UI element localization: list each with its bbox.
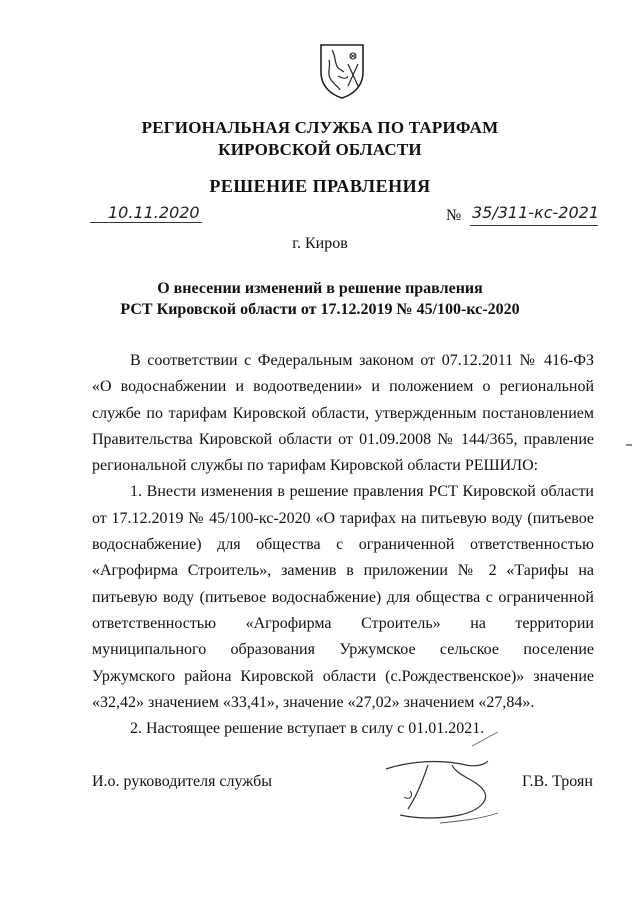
number-sign: № [446,207,462,224]
body-paragraph-preamble: В соответствии с Федеральным законом от 07.12.2011 № 416-ФЗ «О водоснабжении и водоотведении» и положением о региональной службе по тарифам Кировской области, утвержденным постановлением Правительства Кировской области от 01.09.2008 № 144/365, правление региональной службы по тарифам Кировской области РЕШИЛО: [92,352,594,475]
city-label: г. Киров [292,235,348,252]
signatory-title: И.о. руководителя службы [92,773,273,790]
org-name-line1: РЕГИОНАЛЬНАЯ СЛУЖБА ПО ТАРИФАМ [141,118,499,137]
decision-number: 35/311-кс-2021 [472,203,600,222]
decision-body [92,348,594,742]
scan-edge-mark [626,444,632,446]
document-type-title: РЕШЕНИЕ ПРАВЛЕНИЯ [209,176,431,196]
signatory-name: Г.В. Троян [522,773,593,790]
body-paragraph-item-1: 1. Внести изменения в решение правления РСТ Кировской области от 17.12.2019 № 45/100-кс-2020 «О тарифах на питьевую воду (питьевое водоснабжение) для общества с ограниченной ответственностью «Агрофирма Строитель», заменив в приложении № 2 «Тарифы на питьевую воду (питьевое водоснабжение) для общества с ограниченной ответственностью «Агрофирма Строитель» на территории муниципального образования Уржумское сельское поселение Уржумского района Кировской области (с.Рождественское)» значение «32,42» значением «33,41», значение «27,02» значением «27,84». [92,483,594,711]
handwritten-signature [380,735,510,830]
date-underline [90,222,202,223]
subject-line2: РСТ Кировской области от 17.12.2019 № 45/100-кс-2020 [120,301,520,318]
decision-date: 10.11.2020 [108,203,200,222]
number-underline [470,225,598,226]
body-paragraph-item-2: 2. Настоящее решение вступает в силу с 01.01.2021. [130,720,485,738]
org-name-line2: КИРОВСКОЙ ОБЛАСТИ [218,140,422,159]
kirov-coat-of-arms-icon [318,42,366,100]
subject-line1: О внесении изменений в решение правления [157,280,483,297]
